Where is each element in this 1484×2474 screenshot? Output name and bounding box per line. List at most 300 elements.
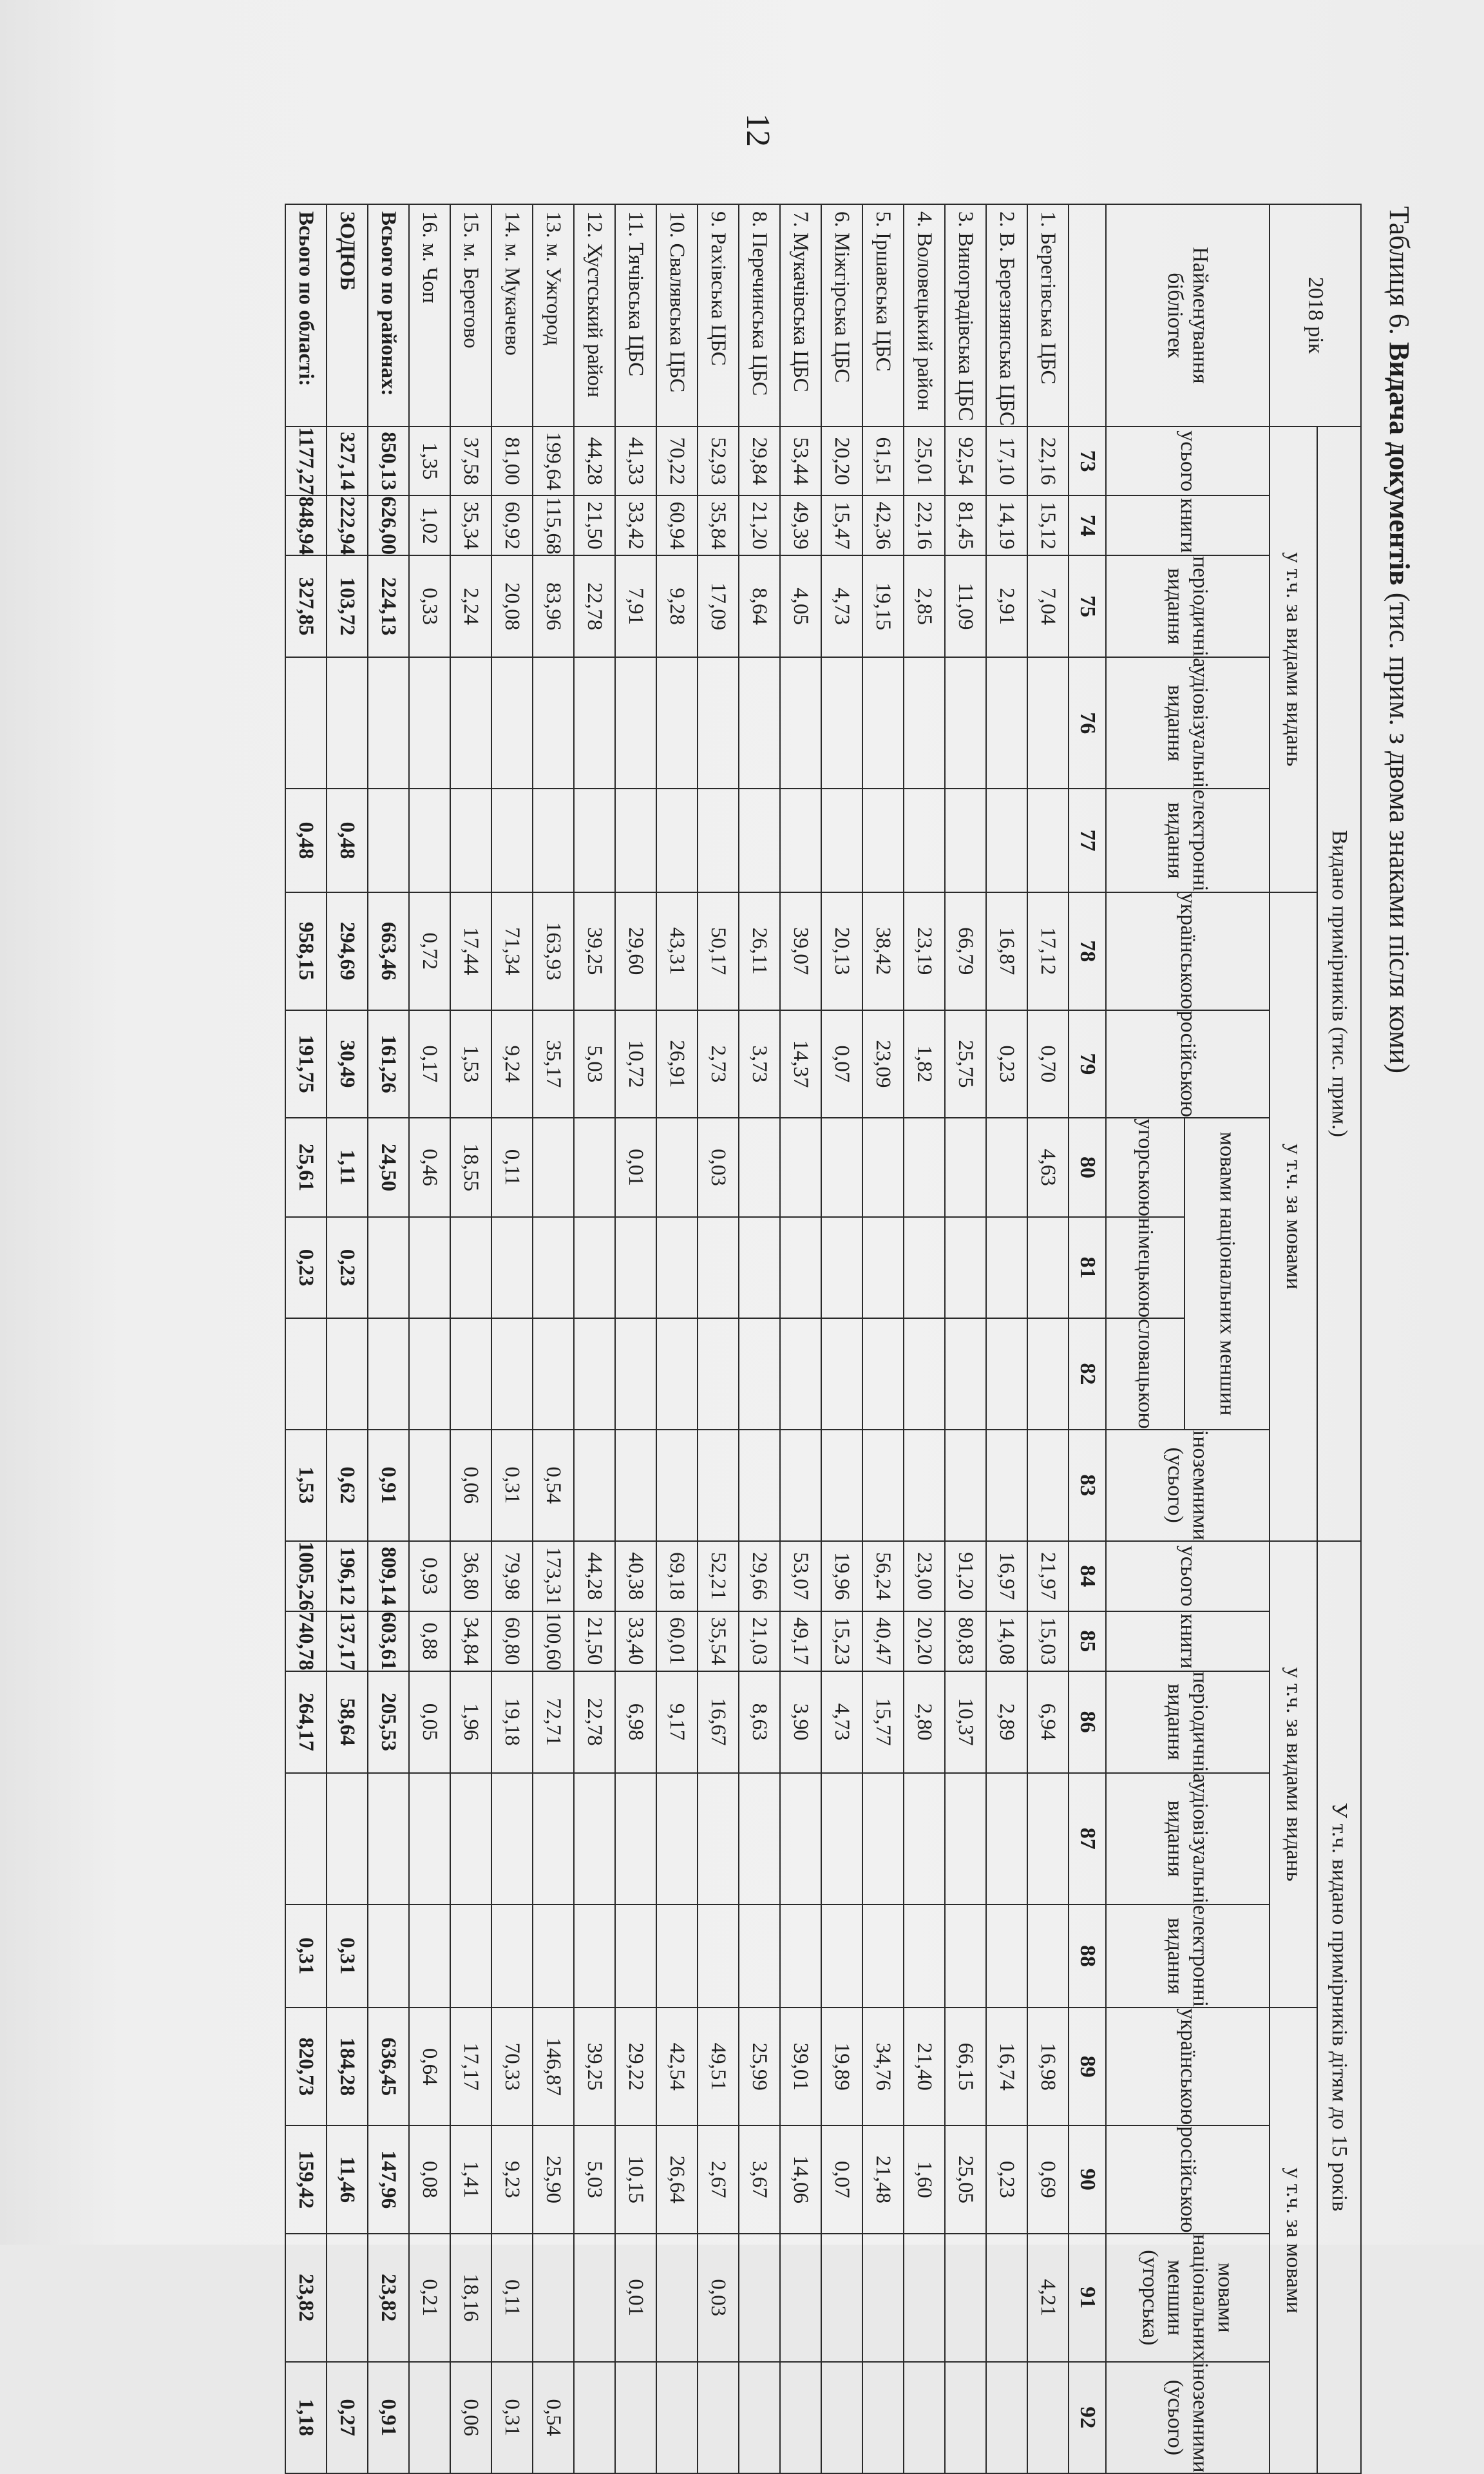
value-cell: [656, 657, 698, 789]
value-cell: 196,12: [327, 1541, 368, 1611]
value-cell: [986, 657, 1027, 789]
children-col-header: періодичні видання: [1106, 1671, 1270, 1773]
value-cell: 14,37: [780, 1010, 821, 1118]
value-cell: [533, 1217, 574, 1318]
value-cell: 15,23: [821, 1611, 862, 1671]
value-cell: 958,15: [285, 892, 327, 1010]
value-cell: 0,62: [327, 1430, 368, 1541]
value-cell: [821, 1904, 862, 2008]
value-cell: [862, 2234, 904, 2362]
value-cell: 18,16: [450, 2234, 491, 2362]
table-row: [739, 204, 780, 2473]
value-cell: 20,08: [491, 555, 533, 657]
value-cell: [739, 789, 780, 892]
value-cell: 0,31: [327, 1904, 368, 2008]
value-cell: 0,21: [409, 2234, 450, 2362]
value-cell: 222,94: [327, 495, 368, 555]
value-cell: [862, 657, 904, 789]
column-number: 74: [1069, 495, 1106, 555]
value-cell: 10,37: [945, 1671, 986, 1773]
table-caption: [1383, 206, 1416, 1073]
issued-by-type-header: у т.ч. за видами видань: [1270, 427, 1317, 892]
value-cell: [656, 789, 698, 892]
value-cell: [327, 1318, 368, 1430]
value-cell: [739, 1773, 780, 1904]
value-cell: [656, 1430, 698, 1541]
value-cell: 0,05: [409, 1671, 450, 1773]
value-cell: 44,28: [574, 427, 615, 495]
value-cell: 1177,27: [285, 427, 327, 495]
value-cell: [780, 1430, 821, 1541]
column-number-blank: [1069, 204, 1106, 427]
value-cell: [574, 789, 615, 892]
column-number: 77: [1069, 789, 1106, 892]
value-cell: 16,97: [986, 1541, 1027, 1611]
value-cell: [862, 1773, 904, 1904]
value-cell: 81,45: [945, 495, 986, 555]
value-cell: [656, 1118, 698, 1217]
value-cell: 39,07: [780, 892, 821, 1010]
column-number: 85: [1069, 1611, 1106, 1671]
value-cell: 29,60: [615, 892, 656, 1010]
value-cell: 58,64: [327, 1671, 368, 1773]
value-cell: 4,73: [821, 555, 862, 657]
table-row: [862, 204, 904, 2473]
value-cell: [450, 1217, 491, 1318]
header-row-2: [1270, 204, 1317, 2473]
value-cell: [656, 1773, 698, 1904]
value-cell: [821, 1773, 862, 1904]
value-cell: 19,18: [491, 1671, 533, 1773]
value-cell: 26,64: [656, 2125, 698, 2233]
value-cell: [533, 1904, 574, 2008]
value-cell: [368, 657, 409, 789]
value-cell: [821, 789, 862, 892]
value-cell: 37,58: [450, 427, 491, 495]
value-cell: [821, 2234, 862, 2362]
value-cell: [698, 1217, 739, 1318]
value-cell: [327, 2234, 368, 2362]
column-number: 83: [1069, 1430, 1106, 1541]
caption-suffix: (тис. прим. з двома знаками після коми): [1384, 585, 1415, 1074]
value-cell: [986, 1904, 1027, 2008]
caption-prefix: Таблиця 6.: [1384, 206, 1415, 342]
value-cell: 14,06: [780, 2125, 821, 2233]
value-cell: [615, 1773, 656, 1904]
value-cell: 0,07: [821, 2125, 862, 2233]
column-number: 73: [1069, 427, 1106, 495]
value-cell: [574, 657, 615, 789]
value-cell: 25,05: [945, 2125, 986, 2233]
value-cell: 103,72: [327, 555, 368, 657]
value-cell: [780, 1773, 821, 1904]
value-cell: 19,15: [862, 555, 904, 657]
issued-col-header: угорською: [1106, 1118, 1184, 1217]
column-number: 89: [1069, 2008, 1106, 2125]
value-cell: 60,94: [656, 495, 698, 555]
value-cell: 7,91: [615, 555, 656, 657]
value-cell: [780, 1217, 821, 1318]
value-cell: [945, 2234, 986, 2362]
value-cell: [1027, 1904, 1069, 2008]
value-cell: [904, 1773, 945, 1904]
value-cell: 33,40: [615, 1611, 656, 1671]
value-cell: 3,67: [739, 2125, 780, 2233]
value-cell: 70,33: [491, 2008, 533, 2125]
value-cell: 16,74: [986, 2008, 1027, 2125]
value-cell: 39,01: [780, 2008, 821, 2125]
value-cell: 0,01: [615, 1118, 656, 1217]
value-cell: [409, 657, 450, 789]
value-cell: 21,50: [574, 495, 615, 555]
value-cell: [986, 1118, 1027, 1217]
value-cell: [780, 1318, 821, 1430]
value-cell: 21,20: [739, 495, 780, 555]
value-cell: [615, 789, 656, 892]
header-row-1: [1317, 204, 1361, 2473]
value-cell: 0,91: [368, 1430, 409, 1541]
value-cell: [904, 1217, 945, 1318]
value-cell: 0,54: [533, 2362, 574, 2473]
total-row: [285, 204, 327, 2473]
value-cell: [368, 1217, 409, 1318]
value-cell: 0,91: [368, 2362, 409, 2473]
value-cell: 39,25: [574, 892, 615, 1010]
value-cell: [1027, 1217, 1069, 1318]
value-cell: 0,11: [491, 2234, 533, 2362]
value-cell: 14,19: [986, 495, 1027, 555]
value-cell: 23,09: [862, 1010, 904, 1118]
value-cell: 38,42: [862, 892, 904, 1010]
table-header: [1069, 204, 1361, 2473]
value-cell: 20,20: [821, 427, 862, 495]
library-name-cell: Всього по районах:: [368, 204, 409, 427]
caption-title: Видача документів: [1384, 341, 1415, 586]
children-col-header: українською: [1106, 2008, 1270, 2125]
table-row: [491, 204, 533, 2473]
value-cell: 25,01: [904, 427, 945, 495]
value-cell: 820,73: [285, 2008, 327, 2125]
table-row: [904, 204, 945, 2473]
value-cell: 0,48: [327, 789, 368, 892]
value-cell: [574, 2362, 615, 2473]
value-cell: 92,54: [945, 427, 986, 495]
value-cell: 4,21: [1027, 2234, 1069, 2362]
value-cell: [945, 657, 986, 789]
table-row: [698, 204, 739, 2473]
value-cell: [821, 657, 862, 789]
table-row: [1027, 204, 1069, 2473]
value-cell: [450, 789, 491, 892]
value-cell: 18,55: [450, 1118, 491, 1217]
column-number: 78: [1069, 892, 1106, 1010]
value-cell: 23,00: [904, 1541, 945, 1611]
value-cell: 159,42: [285, 2125, 327, 2233]
column-number: 92: [1069, 2362, 1106, 2473]
value-cell: 24,50: [368, 1118, 409, 1217]
value-cell: 224,13: [368, 555, 409, 657]
value-cell: 66,79: [945, 892, 986, 1010]
value-cell: 35,34: [450, 495, 491, 555]
value-cell: 0,23: [285, 1217, 327, 1318]
value-cell: [780, 1904, 821, 2008]
children-col-header: аудіовізуальні видання: [1106, 1773, 1270, 1904]
value-cell: 34,76: [862, 2008, 904, 2125]
table-row: [656, 204, 698, 2473]
value-cell: [533, 657, 574, 789]
value-cell: 0,31: [491, 2362, 533, 2473]
value-cell: 1,18: [285, 2362, 327, 2473]
value-cell: 17,17: [450, 2008, 491, 2125]
value-cell: 163,93: [533, 892, 574, 1010]
value-cell: 39,25: [574, 2008, 615, 2125]
value-cell: [945, 2362, 986, 2473]
value-cell: 173,31: [533, 1541, 574, 1611]
value-cell: 2,67: [698, 2125, 739, 2233]
value-cell: 0,23: [986, 2125, 1027, 2233]
value-cell: [615, 657, 656, 789]
value-cell: 0,17: [409, 1010, 450, 1118]
value-cell: [739, 2234, 780, 2362]
value-cell: [574, 1904, 615, 2008]
value-cell: [285, 657, 327, 789]
value-cell: 72,71: [533, 1671, 574, 1773]
value-cell: [285, 1318, 327, 1430]
value-cell: 81,00: [491, 427, 533, 495]
value-cell: 29,66: [739, 1541, 780, 1611]
value-cell: 0,72: [409, 892, 450, 1010]
library-name-cell: 3. Виноградівська ЦБС: [945, 204, 986, 427]
value-cell: 1,41: [450, 2125, 491, 2233]
value-cell: 5,03: [574, 2125, 615, 2233]
value-cell: [821, 2362, 862, 2473]
value-cell: 5,03: [574, 1010, 615, 1118]
table-row: [450, 204, 491, 2473]
value-cell: 2,89: [986, 1671, 1027, 1773]
value-cell: 22,16: [904, 495, 945, 555]
library-name-cell: 9. Рахівська ЦБС: [698, 204, 739, 427]
value-cell: [368, 1318, 409, 1430]
value-cell: 40,47: [862, 1611, 904, 1671]
value-cell: 23,82: [285, 2234, 327, 2362]
value-cell: [409, 2362, 450, 2473]
value-cell: 1,53: [285, 1430, 327, 1541]
value-cell: 8,64: [739, 555, 780, 657]
value-cell: 11,09: [945, 555, 986, 657]
value-cell: 0,31: [285, 1904, 327, 2008]
value-cell: 35,17: [533, 1010, 574, 1118]
library-name-cell: 2. В. Березнянська ЦБС: [986, 204, 1027, 427]
value-cell: 25,90: [533, 2125, 574, 2233]
value-cell: 199,64: [533, 427, 574, 495]
column-number: 82: [1069, 1318, 1106, 1430]
value-cell: [986, 1430, 1027, 1541]
value-cell: [780, 2362, 821, 2473]
value-cell: 2,73: [698, 1010, 739, 1118]
value-cell: 809,14: [368, 1541, 409, 1611]
value-cell: [698, 1773, 739, 1904]
value-cell: [862, 1217, 904, 1318]
value-cell: 19,89: [821, 2008, 862, 2125]
library-name-cell: 15. м. Берегово: [450, 204, 491, 427]
value-cell: 70,22: [656, 427, 698, 495]
value-cell: 115,68: [533, 495, 574, 555]
value-cell: 30,49: [327, 1010, 368, 1118]
value-cell: 49,51: [698, 2008, 739, 2125]
value-cell: 16,67: [698, 1671, 739, 1773]
value-cell: 36,80: [450, 1541, 491, 1611]
value-cell: [698, 2362, 739, 2473]
value-cell: 15,77: [862, 1671, 904, 1773]
value-cell: [698, 789, 739, 892]
value-cell: [1027, 1773, 1069, 1904]
value-cell: [533, 1773, 574, 1904]
value-cell: [450, 1773, 491, 1904]
library-name-cell: 6. Міжгірська ЦБС: [821, 204, 862, 427]
value-cell: 52,21: [698, 1541, 739, 1611]
value-cell: 2,85: [904, 555, 945, 657]
value-cell: 26,91: [656, 1010, 698, 1118]
value-cell: 16,87: [986, 892, 1027, 1010]
children-col-header: усього: [1106, 1541, 1270, 1611]
value-cell: 1,96: [450, 1671, 491, 1773]
value-cell: 16,98: [1027, 2008, 1069, 2125]
library-name-cell: 14. м. Мукачево: [491, 204, 533, 427]
value-cell: [491, 1904, 533, 2008]
value-cell: [739, 1118, 780, 1217]
value-cell: 21,48: [862, 2125, 904, 2233]
value-cell: [862, 1118, 904, 1217]
value-cell: 9,23: [491, 2125, 533, 2233]
value-cell: 35,54: [698, 1611, 739, 1671]
table-row: [574, 204, 615, 2473]
value-cell: 33,42: [615, 495, 656, 555]
value-cell: 1005,26: [285, 1541, 327, 1611]
value-cell: 848,94: [285, 495, 327, 555]
value-cell: [615, 1217, 656, 1318]
issued-col-header: словацькою: [1106, 1318, 1184, 1430]
value-cell: 9,28: [656, 555, 698, 657]
minority-languages-header: мовами національних меншин: [1184, 1118, 1270, 1430]
table-row: [821, 204, 862, 2473]
value-cell: [574, 1430, 615, 1541]
value-cell: [821, 1118, 862, 1217]
library-name-cell: 1. Берегівська ЦБС: [1027, 204, 1069, 427]
value-cell: [491, 1773, 533, 1904]
value-cell: 0,03: [698, 1118, 739, 1217]
table-row: [615, 204, 656, 2473]
value-cell: [904, 1118, 945, 1217]
value-cell: 663,46: [368, 892, 409, 1010]
value-cell: [368, 1904, 409, 2008]
value-cell: [945, 1904, 986, 2008]
value-cell: 0,08: [409, 2125, 450, 2233]
column-number: 79: [1069, 1010, 1106, 1118]
value-cell: 0,88: [409, 1611, 450, 1671]
table-row: [945, 204, 986, 2473]
page-number: 12: [739, 113, 776, 147]
value-cell: 21,03: [739, 1611, 780, 1671]
library-name-cell: 7. Мукачівська ЦБС: [780, 204, 821, 427]
value-cell: [1027, 1430, 1069, 1541]
value-cell: [574, 1118, 615, 1217]
value-cell: 184,28: [327, 2008, 368, 2125]
value-cell: 14,08: [986, 1611, 1027, 1671]
value-cell: [409, 1904, 450, 2008]
value-cell: 6,98: [615, 1671, 656, 1773]
value-cell: 34,84: [450, 1611, 491, 1671]
value-cell: 1,02: [409, 495, 450, 555]
library-name-cell: Всього по області:: [285, 204, 327, 427]
value-cell: [739, 1904, 780, 2008]
value-cell: 264,17: [285, 1671, 327, 1773]
value-cell: [327, 657, 368, 789]
total-row: [368, 204, 409, 2473]
value-cell: 66,15: [945, 2008, 986, 2125]
value-cell: 205,53: [368, 1671, 409, 1773]
value-cell: 0,70: [1027, 1010, 1069, 1118]
value-cell: 71,34: [491, 892, 533, 1010]
value-cell: 21,40: [904, 2008, 945, 2125]
value-cell: [821, 1217, 862, 1318]
value-cell: 41,33: [615, 427, 656, 495]
value-cell: 20,20: [904, 1611, 945, 1671]
value-cell: 17,10: [986, 427, 1027, 495]
value-cell: 69,18: [656, 1541, 698, 1611]
column-number: 87: [1069, 1773, 1106, 1904]
value-cell: 10,15: [615, 2125, 656, 2233]
value-cell: [739, 1430, 780, 1541]
value-cell: [491, 1217, 533, 1318]
value-cell: [986, 2362, 1027, 2473]
value-cell: [698, 1904, 739, 2008]
value-cell: [368, 1773, 409, 1904]
name-column-header: Найменування бібліотек: [1106, 204, 1270, 427]
value-cell: [285, 1773, 327, 1904]
value-cell: 40,38: [615, 1541, 656, 1611]
value-cell: 137,17: [327, 1611, 368, 1671]
value-cell: [986, 1217, 1027, 1318]
value-cell: [986, 789, 1027, 892]
column-number: 80: [1069, 1118, 1106, 1217]
issued-col-header: українською: [1106, 892, 1270, 1010]
value-cell: 2,91: [986, 555, 1027, 657]
children-by-language-header: у т.ч. за мовами: [1270, 2008, 1317, 2473]
library-name-cell: 12. Хустський район: [574, 204, 615, 427]
value-cell: 22,16: [1027, 427, 1069, 495]
value-cell: 147,96: [368, 2125, 409, 2233]
issued-by-language-header: у т.ч. за мовами: [1270, 892, 1317, 1541]
value-cell: 3,90: [780, 1671, 821, 1773]
value-cell: [574, 2234, 615, 2362]
library-name-cell: ЗОДЮБ: [327, 204, 368, 427]
column-number: 86: [1069, 1671, 1106, 1773]
value-cell: 61,51: [862, 427, 904, 495]
value-cell: 1,35: [409, 427, 450, 495]
value-cell: 0,06: [450, 1430, 491, 1541]
children-col-header: мовами національних меншин (угорська): [1106, 2234, 1270, 2362]
value-cell: [986, 1318, 1027, 1430]
library-name-cell: 10. Свалявська ЦБС: [656, 204, 698, 427]
value-cell: 91,20: [945, 1541, 986, 1611]
library-name-cell: 13. м. Ужгород: [533, 204, 574, 427]
table-row: [986, 204, 1027, 2473]
value-cell: 294,69: [327, 892, 368, 1010]
value-cell: [615, 1904, 656, 2008]
value-cell: [409, 1217, 450, 1318]
library-name-cell: 8. Перечинська ЦБС: [739, 204, 780, 427]
value-cell: [450, 657, 491, 789]
